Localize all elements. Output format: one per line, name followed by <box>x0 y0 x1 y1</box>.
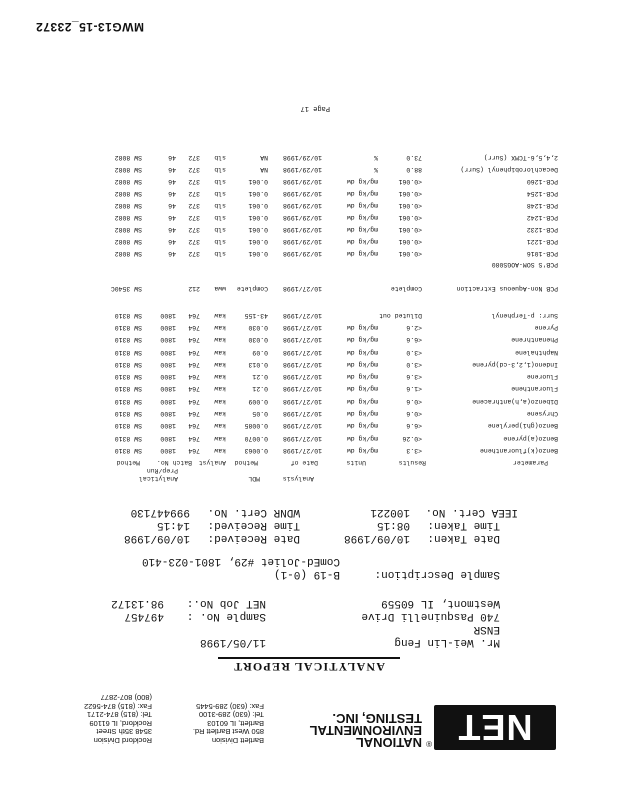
division-line: Fax: (815) 874-5622 <box>84 701 152 711</box>
cell-analyst: kaw <box>214 397 226 405</box>
cell-batch: 764 <box>188 385 200 393</box>
cell-units: mg/kg dw <box>346 434 378 442</box>
cell-method: SW 8082 <box>114 238 142 246</box>
cell-analyst: wwa <box>214 285 226 293</box>
cell-prep: 1800 <box>160 422 176 430</box>
cell-prep: 46 <box>168 153 176 161</box>
cell-method: SW 8310 <box>114 385 142 393</box>
sample-no-label: Sample No. : <box>186 610 266 622</box>
cell-prep: 46 <box>168 214 176 222</box>
cell-analyst: slb <box>214 165 226 173</box>
cell-method: SW 8310 <box>114 410 142 418</box>
cell-mdl: 0.09 <box>252 348 268 356</box>
cell-method: SW 8082 <box>114 202 142 209</box>
cell-parameter: Benzo(k)fluoranthene <box>479 447 558 454</box>
cell-method: SW 8310 <box>114 348 142 356</box>
cell-mdl: Complete <box>236 285 268 293</box>
cell-batch: 372 <box>188 202 200 209</box>
cell-analyst: kaw <box>214 348 226 356</box>
division-line: Fax: (630) 289-5445 <box>196 701 264 711</box>
sample-description-label: Sample Description: <box>374 568 500 580</box>
cell-parameter: Fluorene <box>526 373 558 381</box>
net-logo <box>434 705 556 750</box>
cell-analyst: kaw <box>214 311 226 319</box>
division-line: 3548 35th Street <box>96 727 152 737</box>
cell-batch: 372 <box>188 189 200 197</box>
cell-analyst: slb <box>214 153 226 161</box>
section-title-pcb: PCB'S SOM-AOGS080 <box>491 261 558 269</box>
cell-mdl: 0.21 <box>252 373 268 381</box>
cell-analyst: slb <box>214 177 226 185</box>
cell-units: % <box>374 165 378 173</box>
cell-analyst: kaw <box>214 324 226 331</box>
cell-analyst: slb <box>214 189 226 197</box>
cell-date: 10/27/1998 <box>282 385 322 393</box>
division-line: Bartlett, IL 60103 <box>207 718 264 728</box>
cell-method: SW 8082 <box>114 250 142 258</box>
cell-result: <6.6 <box>406 422 422 430</box>
cell-date: 10/27/1998 <box>282 422 322 430</box>
cell-units: % <box>374 153 378 161</box>
cell-mdl: 0.061 <box>248 238 268 246</box>
cell-method: SW 8310 <box>114 434 142 442</box>
report-title: ANALYTICAL REPORT <box>233 660 385 674</box>
cell-date: 10/27/1998 <box>282 285 322 293</box>
division-line: Tel: (815) 874-2171 <box>86 710 152 720</box>
cell-batch: 764 <box>188 348 200 356</box>
cell-parameter: PCB-1242 <box>526 214 558 222</box>
cell-parameter: Benzo(ghi)perylene <box>487 422 558 430</box>
cell-analyst: kaw <box>214 360 226 368</box>
header-analysis: Analysis <box>282 475 314 482</box>
cell-date: 10/27/1998 <box>282 311 322 319</box>
time-taken-label: Time Taken: <box>427 519 500 531</box>
cell-mdl: 0.0063 <box>244 447 268 454</box>
cell-parameter: PCB-1248 <box>526 202 558 209</box>
cell-result: <3.3 <box>406 447 422 454</box>
cell-prep: 1800 <box>160 311 176 319</box>
cell-parameter: Naphthalene <box>515 348 558 356</box>
sample-description-value: B-19 (0-1) <box>273 568 340 580</box>
cell-result: <2.6 <box>406 324 422 331</box>
cell-batch: 372 <box>188 250 200 258</box>
cell-units: mg/kg dw <box>346 360 378 368</box>
cell-result: <0.061 <box>398 250 422 258</box>
date-received-value: 10/09/1998 <box>123 532 190 544</box>
cell-units: mg/kg dw <box>346 226 378 234</box>
cell-analyst: kaw <box>214 447 226 454</box>
cell-mdl: 0.0085 <box>244 422 268 430</box>
cell-method: SW 8082 <box>114 214 142 222</box>
cell-date: 10/29/1998 <box>282 177 322 185</box>
cell-units: mg/kg dw <box>346 324 378 331</box>
cell-mdl: 0.061 <box>248 214 268 222</box>
header-mdl: MDL <box>248 475 260 482</box>
title-underline <box>218 657 400 659</box>
cell-date: 10/29/1998 <box>282 153 322 161</box>
cell-result: <0.061 <box>398 202 422 209</box>
cell-analyst: slb <box>214 202 226 209</box>
cell-units: mg/kg dw <box>346 422 378 430</box>
cell-method: SW 8310 <box>114 360 142 368</box>
cell-method: SW 8082 <box>114 165 142 173</box>
cell-mdl: 0.013 <box>248 360 268 368</box>
company-line-2: ENVIRONMENTAL <box>309 723 422 738</box>
cell-parameter: Chrysene <box>526 410 558 418</box>
cell-method: SW 8310 <box>114 336 142 344</box>
cell-date: 10/27/1998 <box>282 410 322 418</box>
cell-result: 88.0 <box>406 165 422 173</box>
company-line-3: TESTING, INC. <box>332 711 422 726</box>
header-prep-run: Prep/Run <box>146 467 178 474</box>
cell-date: 10/27/1998 <box>282 397 322 405</box>
cell-mdl: 0.061 <box>248 226 268 234</box>
document-id: MWG13-15_23372 <box>35 20 144 34</box>
cell-prep: 1800 <box>160 336 176 344</box>
sample-no-value: 497457 <box>124 610 164 622</box>
header-analytical: Analytical <box>138 475 178 482</box>
cell-result: <0.6 <box>406 397 422 405</box>
cell-result: <0.061 <box>398 238 422 246</box>
cell-parameter: Pyrene <box>534 324 558 331</box>
time-received-label: Time Received: <box>207 519 300 531</box>
logo-text: NET <box>457 707 533 749</box>
cell-mdl: 0.21 <box>252 385 268 393</box>
cell-result: <0.6 <box>406 410 422 418</box>
cell-units: mg/kg dw <box>346 348 378 356</box>
cell-method: SW 8310 <box>114 324 142 331</box>
cell-batch: 764 <box>188 410 200 418</box>
cell-method: SW 3540C <box>110 285 142 293</box>
cell-date: 10/29/1998 <box>282 202 322 209</box>
cell-parameter: Decachlorobiphenyl (Surr) <box>460 165 558 173</box>
sample-project: ComEd-Joliet #29, 1801-023-410 <box>141 555 340 567</box>
cell-analyst: kaw <box>214 422 226 430</box>
cell-parameter: Surr: p-Terphenyl <box>491 311 558 319</box>
cell-prep: 1800 <box>160 360 176 368</box>
cell-batch: 372 <box>188 214 200 222</box>
cell-prep: 46 <box>168 189 176 197</box>
cell-mdl: 0.061 <box>248 202 268 209</box>
cell-analyst: kaw <box>214 373 226 381</box>
cell-units: mg/kg dw <box>346 336 378 344</box>
cell-prep: 1800 <box>160 397 176 405</box>
time-received-value: 14:15 <box>156 519 190 531</box>
cell-mdl: 0.061 <box>248 177 268 185</box>
cell-batch: 372 <box>188 238 200 246</box>
company-name <box>310 712 422 748</box>
client-address-2: Westmont, IL 60559 <box>381 597 500 609</box>
cell-parameter: Phenanthrene <box>511 336 558 344</box>
cell-prep: 1800 <box>160 348 176 356</box>
cell-prep: 46 <box>168 202 176 209</box>
cell-prep: 1800 <box>160 434 176 442</box>
cell-mdl: NA <box>260 165 268 173</box>
cell-prep: 46 <box>168 165 176 173</box>
job-no-label: NET Job No.: <box>186 597 266 609</box>
cell-method: SW 8082 <box>114 153 142 161</box>
cell-parameter: Fluoranthene <box>511 385 558 393</box>
division-line: (800) 807-2877 <box>100 693 152 703</box>
cell-result: <0.26 <box>402 434 422 442</box>
registered-mark: ® <box>426 739 432 748</box>
cell-date: 10/29/1998 <box>282 238 322 246</box>
cell-batch: 372 <box>188 226 200 234</box>
cell-units: mg/kg dw <box>346 177 378 185</box>
cell-parameter: 2,4,5,6-TCMX (Surr) <box>483 153 558 161</box>
cell-analyst: slb <box>214 250 226 258</box>
cell-batch: 372 <box>188 153 200 161</box>
cell-prep: 46 <box>168 238 176 246</box>
division-line: Tel: (630) 289-3100 <box>198 710 264 720</box>
cell-units: mg/kg dw <box>346 410 378 418</box>
cell-batch: 764 <box>188 360 200 368</box>
cell-date: 10/29/1998 <box>282 226 322 234</box>
header-analyst: Analyst <box>198 459 226 466</box>
cell-batch: 764 <box>188 324 200 331</box>
cell-parameter: PCB-1260 <box>526 177 558 185</box>
cell-result: <0.061 <box>398 177 422 185</box>
cell-parameter: PCB-1016 <box>526 250 558 258</box>
cell-prep: 1800 <box>160 324 176 331</box>
cell-analyst: slb <box>214 214 226 222</box>
division-line: Rockford Division <box>93 736 152 745</box>
cell-mdl: 0.0070 <box>244 434 268 442</box>
client-name: Mr. Wei-Lin Feng <box>394 636 500 648</box>
cell-result: <0.061 <box>398 189 422 197</box>
cell-units: mg/kg dw <box>346 202 378 209</box>
cell-date: 10/27/1998 <box>282 336 322 344</box>
cell-method: SW 8082 <box>114 189 142 197</box>
cell-date: 10/29/1998 <box>282 214 322 222</box>
cell-result: <0.061 <box>398 214 422 222</box>
company-line-1: NATIONAL <box>355 735 422 750</box>
header-date-of: Date of <box>290 459 318 466</box>
cell-batch: 764 <box>188 373 200 381</box>
wdnr-label: WDNR Cert. No. <box>207 506 300 518</box>
client-address-1: 740 Pasquinelli Drive <box>361 610 500 622</box>
cell-analyst: kaw <box>214 336 226 344</box>
cell-units: mg/kg dw <box>346 373 378 381</box>
division-rockford <box>84 692 152 744</box>
header-batch: Batch No. <box>156 459 192 466</box>
cell-date: 10/27/1998 <box>282 324 322 331</box>
cell-mdl: 0.030 <box>248 336 268 344</box>
cell-batch: 764 <box>188 311 200 319</box>
cell-mdl: NA <box>260 153 268 161</box>
cell-units: mg/kg dw <box>346 397 378 405</box>
cell-parameter: PCB-1221 <box>526 238 558 246</box>
cell-result: <3.0 <box>406 360 422 368</box>
cell-prep: 1800 <box>160 373 176 381</box>
ieea-value: 100221 <box>370 506 410 518</box>
cell-prep: 1800 <box>160 385 176 393</box>
cell-parameter: PCB-1254 <box>526 189 558 197</box>
cell-analyst: slb <box>214 226 226 234</box>
cell-batch: 764 <box>188 447 200 454</box>
cell-analyst: kaw <box>214 410 226 418</box>
cell-prep: 46 <box>168 226 176 234</box>
cell-result: <0.061 <box>398 226 422 234</box>
cell-units: mg/kg dw <box>346 214 378 222</box>
cell-units: mg/kg dw <box>346 385 378 393</box>
cell-batch: 764 <box>188 397 200 405</box>
page-number: Page 17 <box>300 104 330 112</box>
cell-mdl: 0.009 <box>248 397 268 405</box>
cell-batch: 372 <box>188 165 200 173</box>
cell-mdl: 0.061 <box>248 250 268 258</box>
wdnr-value: 999447130 <box>130 506 190 518</box>
cell-batch: 212 <box>188 285 200 293</box>
cell-analyst: slb <box>214 238 226 246</box>
cell-method: SW 8310 <box>114 311 142 319</box>
cell-date: 10/27/1998 <box>282 360 322 368</box>
cell-mdl: 43-155 <box>244 311 268 319</box>
client-org: ENSR <box>473 623 500 635</box>
cell-prep: 1800 <box>160 410 176 418</box>
cell-result: <6.6 <box>406 336 422 344</box>
header-units: Units <box>346 459 366 466</box>
cell-method: SW 8310 <box>114 373 142 381</box>
date-taken-label: Date Taken: <box>427 532 500 544</box>
cell-mdl: 0.061 <box>248 189 268 197</box>
cell-date: 10/27/1998 <box>282 348 322 356</box>
cell-result: <1.6 <box>406 385 422 393</box>
cell-batch: 764 <box>188 422 200 430</box>
cell-parameter: PCB-1232 <box>526 226 558 234</box>
cell-batch: 764 <box>188 434 200 442</box>
division-line: 850 West Bartlett Rd. <box>192 727 264 737</box>
cell-units: mg/kg dw <box>346 250 378 258</box>
cell-units: mg/kg dw <box>346 238 378 246</box>
cell-result: 73.0 <box>406 153 422 161</box>
cell-method: SW 8310 <box>114 397 142 405</box>
header-results: Results <box>398 459 426 466</box>
division-bartlett <box>193 701 264 744</box>
cell-units: mg/kg dw <box>346 189 378 197</box>
time-taken-value: 08:15 <box>376 519 410 531</box>
cell-parameter: Benzo(a)pyrene <box>503 434 558 442</box>
cell-mdl: 0.05 <box>252 410 268 418</box>
cell-prep: 46 <box>168 177 176 185</box>
cell-method: SW 8310 <box>114 422 142 430</box>
job-no-value: 98.13172 <box>111 597 164 609</box>
cell-analyst: kaw <box>214 434 226 442</box>
cell-units: mg/kg dw <box>346 447 378 454</box>
division-line: Rockford, IL 61109 <box>89 718 152 728</box>
date-taken-value: 10/09/1998 <box>343 532 410 544</box>
cell-result: Complete <box>390 285 422 293</box>
cell-method: SW 8082 <box>114 226 142 234</box>
cell-date: 10/29/1998 <box>282 250 322 258</box>
cell-mdl: 0.030 <box>248 324 268 331</box>
cell-date: 10/27/1998 <box>282 373 322 381</box>
header-method: Method <box>234 459 258 466</box>
division-line: Bartlett Division <box>211 736 264 745</box>
cell-method: SW 8082 <box>114 177 142 185</box>
cell-date: 10/29/1998 <box>282 189 322 197</box>
cell-parameter: Indeno(1,2,3-cd)pyrene <box>472 360 558 368</box>
cell-method: SW 8310 <box>114 447 142 454</box>
cell-prep: 46 <box>168 250 176 258</box>
cell-analyst: kaw <box>214 385 226 393</box>
cell-prep: 1800 <box>160 447 176 454</box>
cell-result: <3.0 <box>406 348 422 356</box>
report-date: 11/05/1998 <box>199 636 266 648</box>
date-received-label: Date Received: <box>207 532 300 544</box>
cell-date: 10/27/1998 <box>282 434 322 442</box>
cell-date: 10/27/1998 <box>282 447 322 454</box>
header-parameter: Parameter <box>512 459 548 466</box>
ieea-label: IEEA Cert. No. <box>425 506 518 518</box>
cell-parameter: PCB Non-Aqueous Extraction <box>456 285 558 293</box>
header-analytical-method: Method <box>116 459 140 466</box>
cell-date: 10/29/1998 <box>282 165 322 173</box>
cell-parameter: Dibenzo(a,h)anthracene <box>472 397 558 405</box>
cell-batch: 372 <box>188 177 200 185</box>
cell-result: <3.6 <box>406 373 422 381</box>
cell-batch: 764 <box>188 336 200 344</box>
cell-result: Diluted out <box>379 311 422 319</box>
